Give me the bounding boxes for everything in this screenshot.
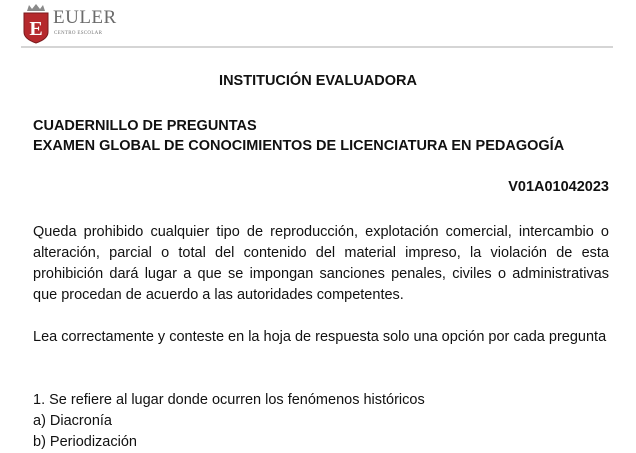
copyright-notice: Queda prohibido cualquier tipo de reproducción, explotación comercial, intercambio o alteración, parcial o total del contenido del material impreso, la violación de esta prohibición dará lugar a que se impongan sanciones penales, civiles o administrativas que procedan de acuerdo a las autoridades competentes. (33, 224, 609, 303)
title-line-1: CUADERNILLO DE PREGUNTAS (33, 118, 257, 134)
brand-name: EULER (53, 7, 117, 28)
instructions: Lea correctamente y conteste en la hoja de respuesta solo una opción por cada pregunta (33, 329, 607, 345)
header-divider (21, 46, 613, 48)
brand-subtitle: CENTRO ESCOLAR (54, 31, 103, 36)
question-1 (33, 390, 425, 453)
logo-letter: E (29, 18, 43, 40)
page-header (0, 0, 636, 50)
question-text: 1. Se refiere al lugar donde ocurren los fenómenos históricos (33, 392, 425, 408)
shield-logo-icon (22, 4, 50, 44)
title-line-2: EXAMEN GLOBAL DE CONOCIMIENTOS DE LICENCIATURA EN PEDAGOGÍA (33, 138, 565, 154)
option-b: b) Periodización (33, 434, 137, 450)
institution-heading: INSTITUCIÓN EVALUADORA (219, 73, 417, 89)
exam-code: V01A01042023 (508, 179, 609, 195)
option-a: a) Diacronía (33, 413, 112, 429)
document-title (33, 116, 564, 156)
euler-logo (22, 4, 117, 44)
